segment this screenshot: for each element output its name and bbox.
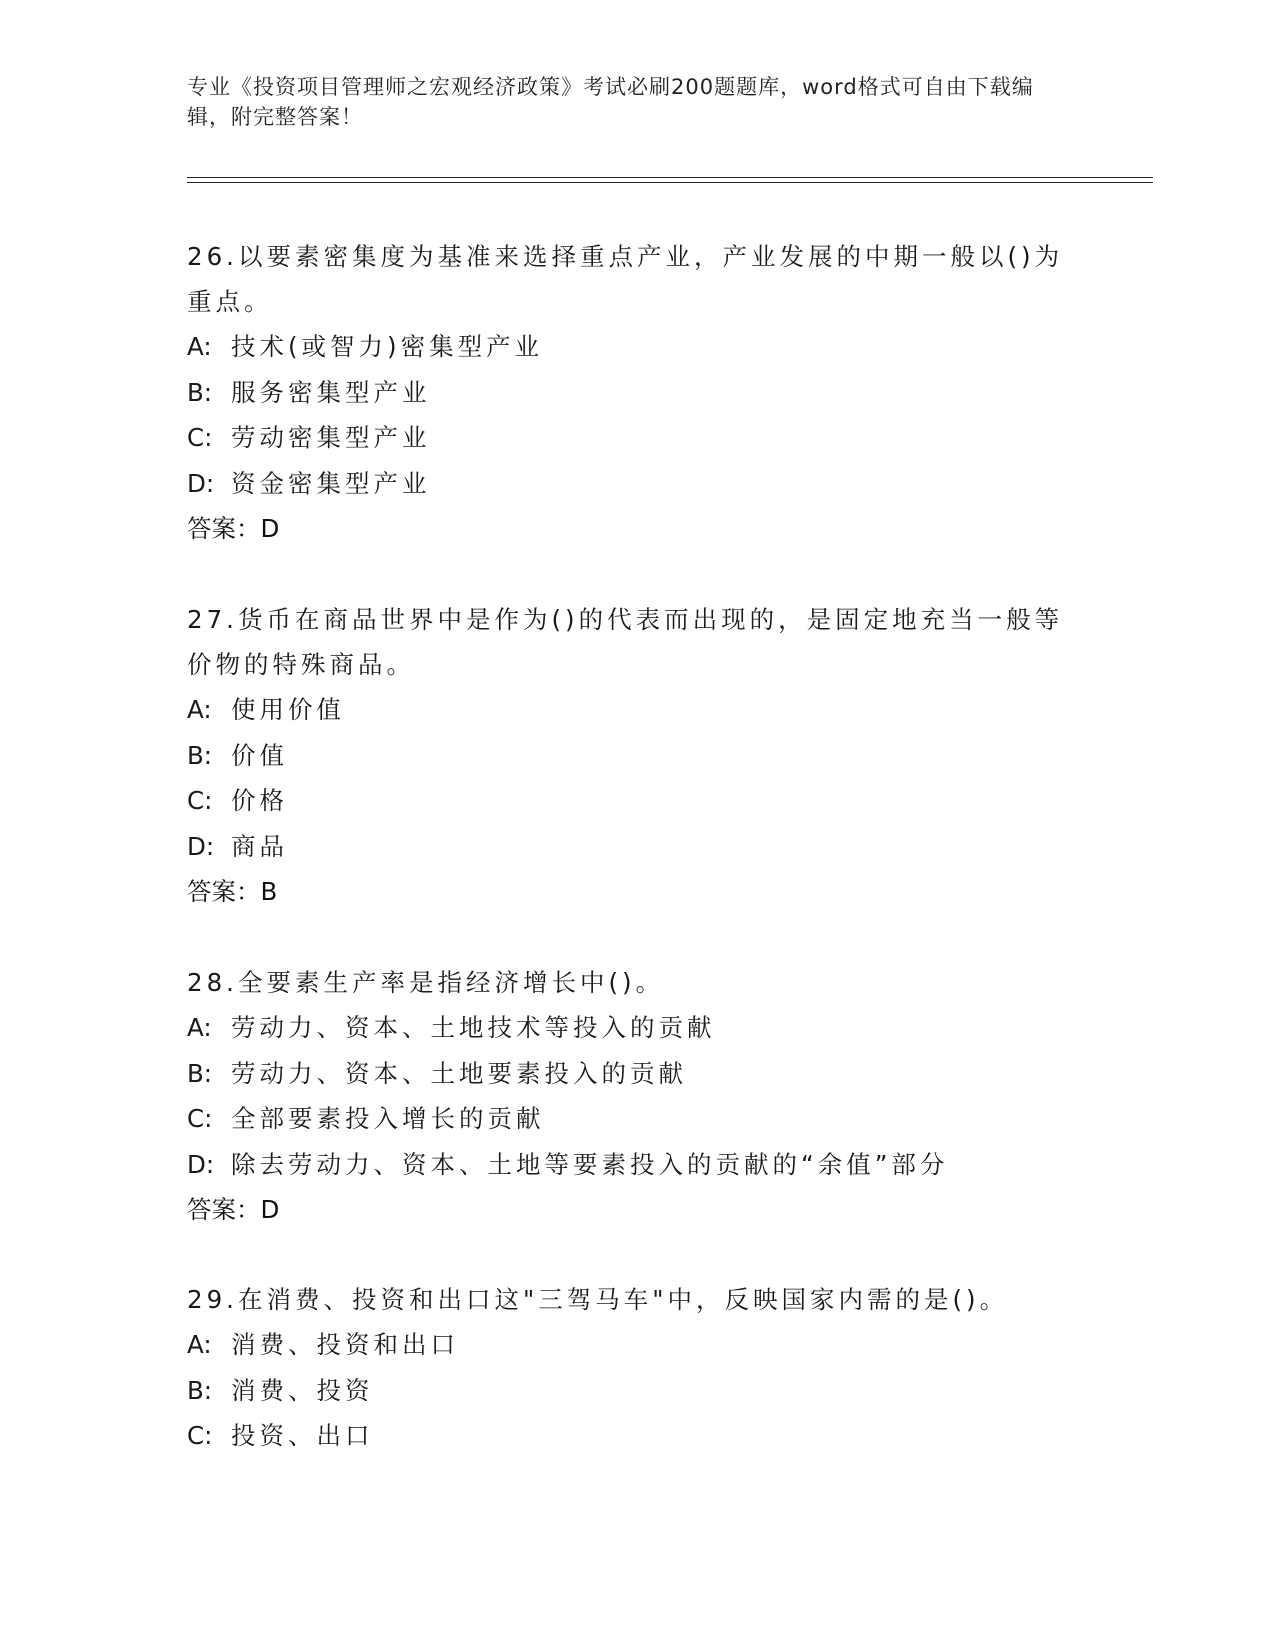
option-letter: C: — [187, 423, 213, 452]
option-c — [187, 778, 1087, 824]
option-letter: C: — [187, 1421, 213, 1450]
option-text: 全部要素投入增长的贡献 — [231, 1104, 545, 1133]
option-text: 劳动力、资本、土地技术等投入的贡献 — [231, 1013, 716, 1042]
option-letter: A: — [187, 1013, 212, 1042]
option-d — [187, 461, 1087, 507]
option-letter: D: — [187, 1149, 215, 1179]
option-a — [187, 1005, 1087, 1051]
option-d — [187, 1142, 1087, 1188]
option-text: 除去劳动力、资本、土地等要素投入的贡献的“余值”部分 — [231, 1149, 949, 1179]
option-text: 服务密集型产业 — [231, 377, 431, 407]
option-b — [187, 370, 1087, 416]
option-text: 劳动力、资本、土地要素投入的贡献 — [231, 1058, 687, 1088]
option-c — [187, 1413, 1087, 1459]
header-divider-bottom — [187, 182, 1153, 183]
option-text: 资金密集型产业 — [231, 468, 431, 498]
option-a — [187, 324, 1087, 370]
option-text: 投资、出口 — [231, 1421, 374, 1450]
question-stem: 27.货币在商品世界中是作为()的代表而出现的，是固定地充当一般等价物的特殊商品。 — [187, 605, 1064, 679]
option-letter: A: — [187, 332, 212, 361]
option-b — [187, 733, 1087, 779]
answer-line: 答案：B — [187, 877, 278, 906]
option-c — [187, 1096, 1087, 1142]
question-28 — [187, 960, 1087, 1232]
answer-line: 答案：D — [187, 1195, 280, 1224]
option-letter: A: — [187, 1330, 212, 1359]
option-b — [187, 1368, 1087, 1414]
option-letter: B: — [187, 1058, 213, 1088]
option-letter: D: — [187, 831, 215, 861]
option-c — [187, 415, 1087, 461]
option-text: 使用价值 — [231, 695, 345, 724]
option-letter: D: — [187, 468, 215, 498]
question-stem: 26.以要素密集度为基准来选择重点产业，产业发展的中期一般以()为重点。 — [187, 242, 1064, 316]
answer-line: 答案：D — [187, 514, 280, 543]
option-b — [187, 1051, 1087, 1097]
header-divider-top — [187, 177, 1153, 178]
option-text: 商品 — [231, 831, 288, 861]
option-letter: B: — [187, 1375, 213, 1405]
option-letter: C: — [187, 786, 213, 815]
option-text: 价格 — [231, 786, 288, 815]
option-letter: B: — [187, 377, 213, 407]
option-text: 价值 — [231, 740, 288, 770]
option-a — [187, 687, 1087, 733]
option-text: 消费、投资 — [231, 1375, 374, 1405]
question-stem: 28.全要素生产率是指经济增长中()。 — [187, 968, 665, 997]
option-a — [187, 1322, 1087, 1368]
option-text: 技术(或智力)密集型产业 — [231, 332, 544, 361]
option-letter: B: — [187, 740, 213, 770]
document-intro: 专业《投资项目管理师之宏观经济政策》考试必刷200题题库，word格式可自由下载编辑，附完整答案！ — [187, 75, 1034, 129]
option-text: 劳动密集型产业 — [231, 423, 431, 452]
question-29 — [187, 1277, 1087, 1459]
question-26 — [187, 234, 1087, 551]
option-text: 消费、投资和出口 — [231, 1330, 459, 1359]
question-stem: 29.在消费、投资和出口这"三驾马车"中，反映国家内需的是()。 — [187, 1285, 1009, 1314]
question-27 — [187, 597, 1087, 914]
option-d — [187, 824, 1087, 870]
option-letter: C: — [187, 1104, 213, 1133]
option-letter: A: — [187, 695, 212, 724]
